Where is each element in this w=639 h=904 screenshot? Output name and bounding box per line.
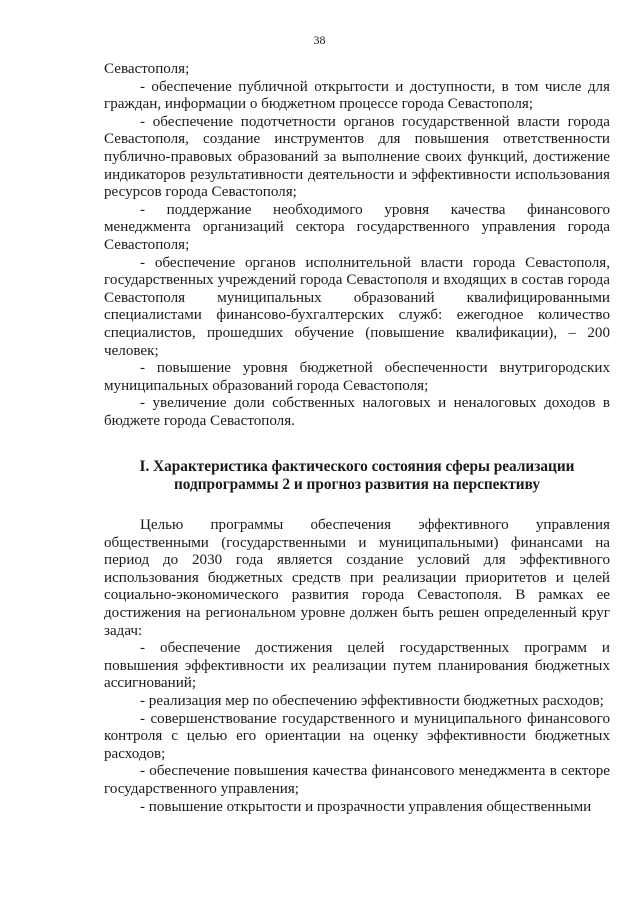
goals-list-section [104,61,610,430]
page-number: 38 [313,33,326,47]
list-item: - совершенствование государственного и муниципального финансового контроля с целью его ориентации на оценку эффективности бюджетных расходов; [104,710,610,762]
section-heading [104,458,610,494]
list-item: - обеспечение достижения целей государственных программ и повышения эффективности их реализации путем планирования бюджетных ассигнований; [104,640,610,692]
list-item: - обеспечение публичной открытости и доступности, в том числе для граждан, информации о бюджетном процессе города Севастополя; [104,78,610,113]
section-heading-line-1: I. Характеристика фактического состояния сферы реализации [139,458,575,475]
list-item: - повышение открытости и прозрачности управления общественными [140,798,592,815]
list-item: - увеличение доли собственных налоговых и неналоговых доходов в бюджете города Севастополя. [104,395,610,429]
list-item: - поддержание необходимого уровня качества финансового менеджмента организаций сектора государственного управления города Севастополя; [104,201,610,253]
list-item: - обеспечение органов исполнительной власти города Севастополя, государственных учреждений города Севастополя и входящих в состав города Севастополя муниципальных образований квалифицированными специалистами финансово-бухгалтерских служб: ежегодное количество специалистов, прошедших обучение (повышение квалификации), – 200 человек; [104,254,610,359]
paragraph-continuation: Севастополя; [104,61,190,77]
list-item: - обеспечение подотчетности органов государственной власти города Севастополя, создание инструментов для повышения ответственности публично-правовых образований за выполнение своих функций, достижение индикаторов результативности деятельности и эффективности использования ресурсов города Севастополя; [104,113,610,201]
section-heading-line-2: подпрограммы 2 и прогноз развития на перспективу [173,476,541,493]
list-item: - реализация мер по обеспечению эффективности бюджетных расходов; [140,692,604,709]
intro-paragraph: Целью программы обеспечения эффективного управления общественными (государственными и муниципальными) финансами на период до 2030 года является создание условий для эффективного использования бюджетных средств при реализации приоритетов и целей социально-экономического развития города Севастополя. В рамках ее достижения на региональном уровне должен быть решен определенный круг задач: [104,517,610,639]
list-item: - повышение уровня бюджетной обеспеченности внутригородских муниципальных образований города Севастополя; [104,360,610,394]
characteristics-section [104,517,610,816]
list-item: - обеспечение повышения качества финансового менеджмента в секторе государственного управления; [104,763,610,797]
